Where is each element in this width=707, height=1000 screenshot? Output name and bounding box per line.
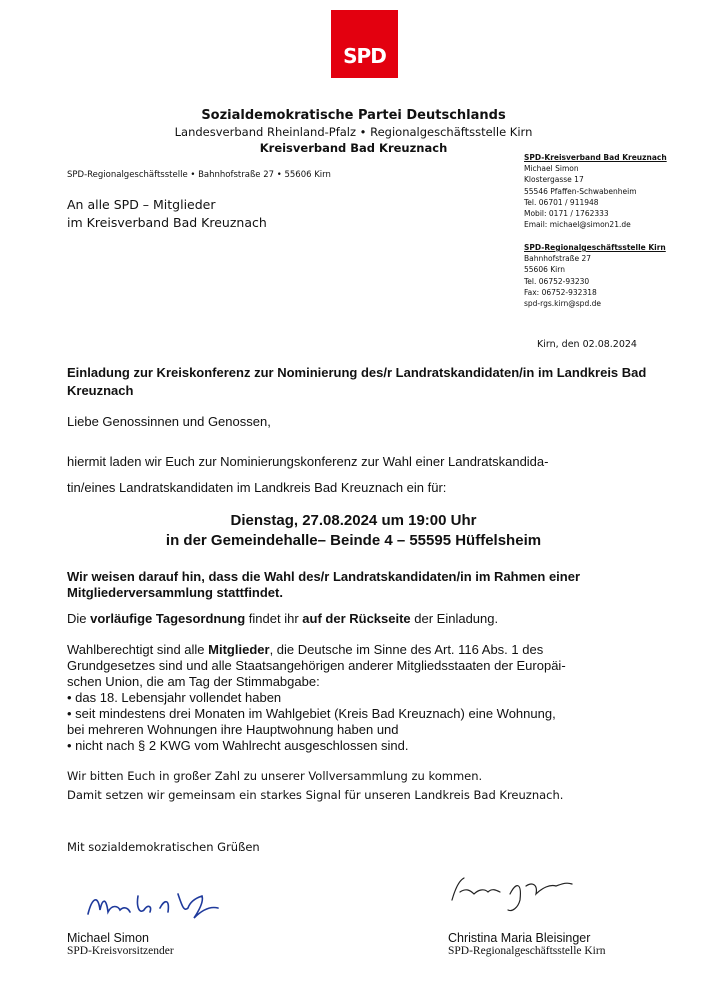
agenda-note: [67, 611, 647, 627]
org-name: Sozialdemokratische Partei Deutschlands: [201, 108, 506, 123]
letter-subject: Einladung zur Kreiskonferenz zur Nominierung des/r Landratskandidaten/in im Landkreis Bad Kreuznach: [67, 365, 647, 398]
eligibility-line: schen Union, die am Tag der Stimmabgabe:: [67, 674, 320, 689]
agenda-text: findet ihr: [245, 611, 303, 626]
closing-line-1: Wir bitten Euch in großer Zahl zu unserer Vollversammlung zu kommen.: [67, 769, 483, 783]
agenda-text: der Einladung.: [410, 611, 499, 626]
contact-line: 55606 Kirn: [524, 265, 565, 275]
regards: Mit sozialdemokratischen Grüßen: [67, 840, 260, 854]
signatory-right: [448, 931, 605, 957]
greeting: Liebe Genossinnen und Genossen,: [67, 414, 271, 429]
eligibility-section: [67, 642, 647, 754]
signatory-role: SPD-Kreisvorsitzender: [67, 945, 174, 957]
contact-line: Bahnhofstraße 27: [524, 254, 592, 264]
contact-block-title: SPD-Regionalgeschäftsstelle Kirn: [524, 243, 666, 252]
recipient-line-1: An alle SPD – Mitglieder: [67, 197, 216, 212]
contact-block-regionalgeschaeftsstelle: [524, 242, 666, 309]
eligibility-line: [67, 642, 647, 658]
eligibility-text: Wahlberechtigt sind alle: [67, 642, 209, 657]
contact-line: 55546 Pfaffen-Schwabenheim: [524, 186, 637, 196]
signatory-role: SPD-Regionalgeschäftsstelle Kirn: [448, 945, 606, 957]
signatory-name: Michael Simon: [67, 931, 149, 945]
contact-line: Klostergasse 17: [524, 175, 584, 185]
eligibility-bullet: • seit mindestens drei Monaten im Wahlgebiet (Kreis Bad Kreuznach) eine Wohnung,: [67, 706, 556, 721]
signatory-left: [67, 931, 174, 957]
signatory-name: Christina Maria Bleisinger: [448, 931, 591, 945]
event-location: in der Gemeindehalle– Beinde 4 – 55595 Hüffelsheim: [165, 532, 542, 549]
contact-line: Mobil: 0171 / 1762333: [524, 209, 609, 219]
closing-line-2: Damit setzen wir gemeinsam ein starkes Signal für unseren Landkreis Bad Kreuznach.: [67, 788, 564, 802]
contact-line: Email: michael@simon21.de: [524, 220, 631, 230]
election-notice: Wir weisen darauf hin, dass die Wahl des/r Landratskandidaten/in im Rahmen einer Mitgliederversammlung stattfindet.: [67, 569, 581, 600]
contact-line: Tel. 06752-93230: [524, 276, 590, 286]
contact-line: Tel. 06701 / 911948: [524, 197, 599, 207]
eligibility-line: bei mehreren Wohnungen ihre Hauptwohnung haben und: [67, 722, 399, 737]
eligibility-text: , die Deutsche im Sinne des Art. 116 Abs. 1 des: [269, 642, 544, 657]
contact-line: Michael Simon: [524, 164, 579, 174]
contact-line: spd-rgs.kirn@spd.de: [524, 299, 601, 309]
signature-christina-bleisinger: [446, 872, 576, 916]
letter-date: Kirn, den 02.08.2024: [537, 339, 637, 350]
logo-text: SPD: [343, 44, 386, 68]
eligibility-bold-text: Mitglieder: [208, 642, 270, 657]
sender-line: SPD-Regionalgeschäftsstelle • Bahnhofstraße 27 • 55606 Kirn: [67, 170, 331, 180]
eligibility-bullet: • das 18. Lebensjahr vollendet haben: [67, 690, 282, 705]
contact-block-title: SPD-Kreisverband Bad Kreuznach: [524, 153, 667, 162]
event-datetime: Dienstag, 27.08.2024 um 19:00 Uhr: [230, 512, 477, 529]
spd-logo: [331, 10, 398, 78]
agenda-bold-text: vorläufige Tagesordnung: [90, 611, 246, 626]
org-subtitle: Landesverband Rheinland-Pfalz • Regionalgeschäftsstelle Kirn: [174, 125, 533, 139]
recipient-address: [67, 196, 267, 232]
agenda-bold-text: auf der Rückseite: [302, 611, 411, 626]
intro-line-1: hiermit laden wir Euch zur Nominierungskonferenz zur Wahl einer Landratskandida-: [67, 454, 549, 469]
agenda-text: Die: [67, 611, 91, 626]
org-district: Kreisverband Bad Kreuznach: [259, 141, 448, 155]
signature-michael-simon: [84, 886, 224, 926]
recipient-line-2: im Kreisverband Bad Kreuznach: [67, 215, 267, 230]
eligibility-bullet: • nicht nach § 2 KWG vom Wahlrecht ausgeschlossen sind.: [67, 738, 409, 753]
contact-line: Fax: 06752-932318: [524, 287, 597, 297]
eligibility-line: Grundgesetzes sind und alle Staatsangehörigen anderer Mitgliedsstaaten der Europäi-: [67, 658, 566, 673]
intro-line-2: tin/eines Landratskandidaten im Landkreis Bad Kreuznach ein für:: [67, 480, 447, 495]
contact-block-kreisverband: [524, 152, 667, 230]
